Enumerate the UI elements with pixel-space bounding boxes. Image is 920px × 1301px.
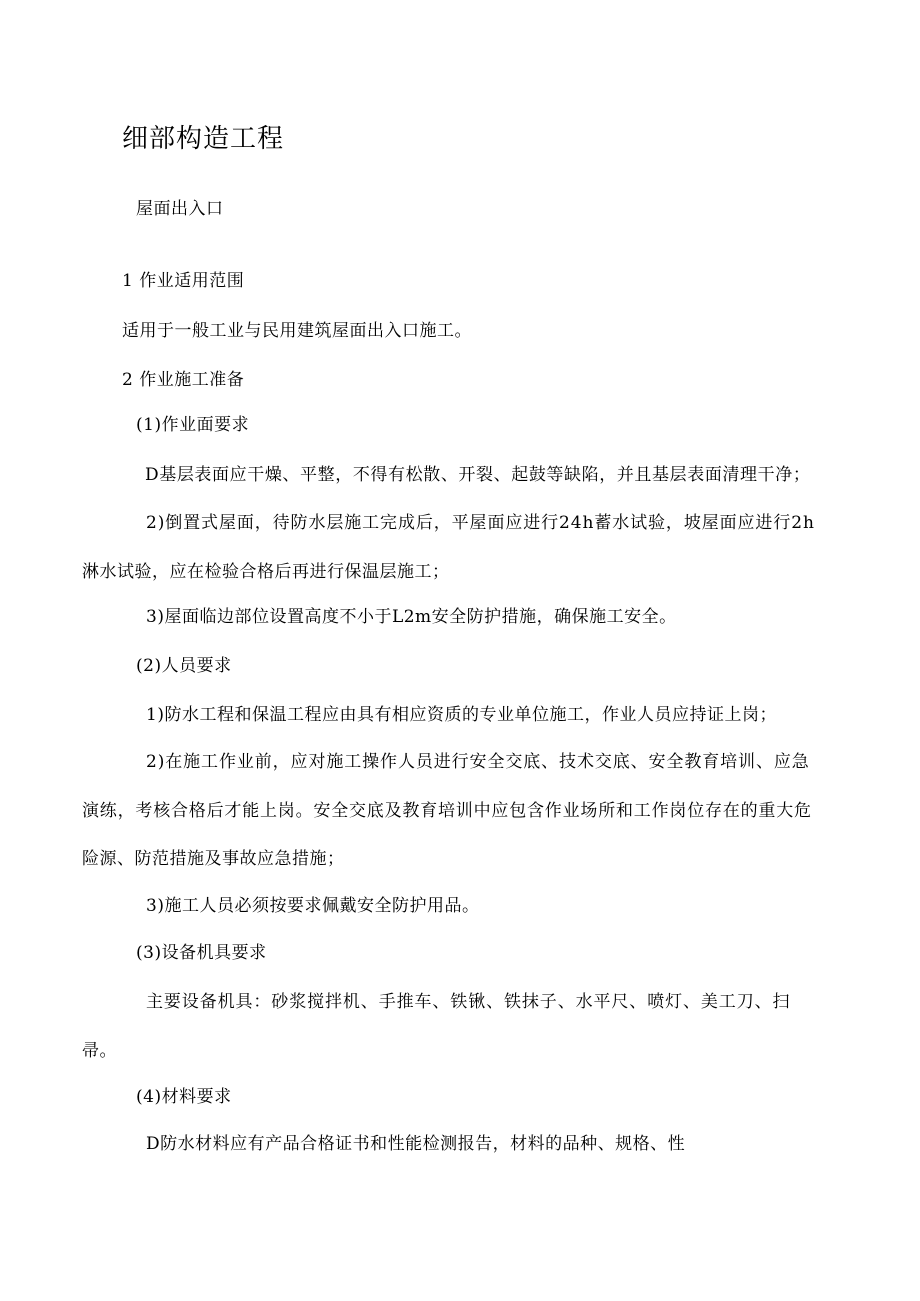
section-heading: 2 作业施工准备: [122, 370, 245, 390]
section-subtitle: 屋面出入口: [136, 199, 224, 219]
paragraph-line: 主要设备机具：砂浆搅拌机、手推车、铁锹、铁抹子、水平尺、喷灯、美工刀、扫: [146, 992, 791, 1012]
paragraph-line: 险源、防范措施及事故应急措施；: [82, 849, 345, 869]
paragraph-line: D基层表面应干燥、平整，不得有松散、开裂、起鼓等缺陷，并且基层表面清理干净；: [145, 465, 811, 485]
subsection-heading: (1)作业面要求: [136, 415, 250, 435]
paragraph-line: 适用于一般工业与民用建筑屋面出入口施工。: [122, 321, 472, 341]
document-title: 细部构造工程: [122, 124, 285, 154]
paragraph-line: D防水材料应有产品合格证书和性能检测报告，材料的品种、规格、性: [146, 1134, 686, 1154]
paragraph-line: 2)在施工作业前，应对施工操作人员进行安全交底、技术交底、安全教育培训、应急: [146, 752, 810, 772]
subsection-heading: (4)材料要求: [136, 1087, 232, 1107]
paragraph-line: 1)防水工程和保温工程应由具有相应资质的专业单位施工，作业人员应持证上岗；: [146, 705, 777, 725]
paragraph-line: 2)倒置式屋面，待防水层施工完成后，平屋面应进行24h蓄水试验，坡屋面应进行2h: [146, 513, 815, 533]
subsection-heading: (2)人员要求: [136, 656, 232, 676]
section-heading: 1 作业适用范围: [122, 271, 245, 291]
paragraph-line: 演练，考核合格后才能上岗。安全交底及教育培训中应包含作业场所和工作岗位存在的重大危: [82, 801, 812, 821]
paragraph-line: 淋水试验，应在检验合格后再进行保温层施工；: [82, 562, 450, 582]
subsection-heading: (3)设备机具要求: [136, 943, 267, 963]
paragraph-line: 帚。: [82, 1041, 117, 1061]
paragraph-line: 3)屋面临边部位设置高度不小于L2m安全防护措施，确保施工安全。: [146, 607, 677, 627]
paragraph-line: 3)施工人员必须按要求佩戴安全防护用品。: [146, 896, 480, 916]
